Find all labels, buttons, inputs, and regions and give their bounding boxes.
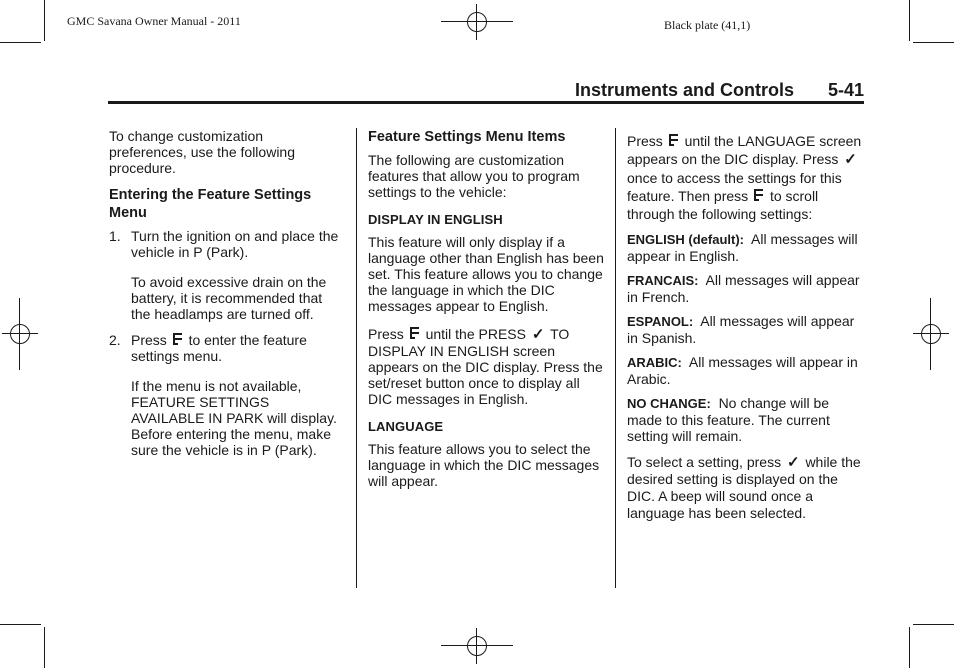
crop-mark: [19, 298, 20, 370]
step-text-pre: Press: [131, 332, 167, 348]
crop-mark: [930, 298, 931, 370]
paragraph: [627, 132, 863, 223]
text: Press: [368, 326, 404, 342]
document-title: GMC Savana Owner Manual - 2011: [67, 14, 241, 28]
checkmark-icon: ✓: [531, 326, 545, 343]
step-number: 2.: [109, 332, 121, 348]
text: to scroll through the following settings:: [627, 188, 819, 222]
option-term: ESPANOL:: [627, 314, 694, 329]
subheading: DISPLAY IN ENGLISH: [368, 212, 503, 227]
paragraph: This feature will only display if a language other than English has been set. This feature allows you to change the language in which the DIC messages appear to English.: [368, 234, 604, 314]
plate-label: Black plate (41,1): [664, 18, 751, 32]
paragraph: This feature allows you to select the language in which the DIC messages will appear.: [368, 441, 600, 489]
subheading: LANGUAGE: [368, 419, 444, 434]
crop-mark: [913, 624, 954, 625]
text: until the LANGUAGE screen appears on the DIC display. Press: [627, 133, 862, 167]
text: while the desired setting is displayed on the DIC. A beep will sound once a language has been selected.: [627, 454, 861, 521]
option-term: NO CHANGE:: [627, 396, 711, 411]
text: Press: [627, 133, 663, 149]
crop-mark: [0, 42, 41, 43]
step-note: If the menu is not available, FEATURE SETTINGS AVAILABLE IN PARK will display. Before entering the menu, make sure the vehicle is in P (Park).: [131, 378, 337, 458]
column-divider: [615, 128, 616, 588]
step-text: [131, 332, 343, 364]
option-text: No change will be made to this feature. The current setting will remain.: [627, 395, 830, 444]
crop-mark: [44, 0, 45, 41]
step-text: Turn the ignition on and place the vehicle in P (Park).: [131, 228, 339, 260]
column-middle: [368, 128, 604, 497]
registration-crosshair-icon: [913, 316, 949, 352]
option-text: All messages will appear in French.: [627, 272, 860, 305]
step-note: To avoid excessive drain on the battery, it is recommended that the headlamps are turned off.: [131, 274, 327, 322]
intro-paragraph: The following are customization features that allow you to program settings to the vehicle:: [368, 152, 580, 200]
option-term: ENGLISH (default):: [627, 232, 744, 247]
page-title-row: [108, 80, 864, 102]
paragraph: [368, 326, 604, 407]
checkmark-icon: ✓: [786, 454, 800, 471]
step-item: [109, 332, 343, 458]
option-item: [627, 272, 863, 305]
column-left: [109, 128, 343, 466]
section-heading: Entering the Feature Settings Menu: [109, 187, 312, 221]
column-right: [627, 128, 863, 530]
step-text-post: to enter the feature settings menu.: [131, 332, 307, 364]
text: once to access the settings for this feature. Then press: [627, 170, 842, 204]
text: TO DISPLAY IN ENGLISH screen appears on the DIC display. Press the set/reset button once to display all DIC messages in English.: [368, 326, 603, 407]
registration-crosshair-icon: [459, 628, 495, 664]
section-title: Instruments and Controls: [574, 80, 794, 100]
column-divider: [356, 128, 357, 588]
option-text: All messages will appear in Arabic.: [627, 354, 858, 387]
step-number: 1.: [109, 228, 121, 244]
option-item: [627, 313, 863, 346]
crop-mark: [913, 42, 954, 43]
crop-mark: [909, 627, 910, 668]
registration-crosshair-icon: [2, 316, 38, 352]
option-text: All messages will appear in English.: [627, 231, 858, 264]
section-heading: Feature Settings Menu Items: [368, 129, 566, 145]
option-term: FRANCAIS:: [627, 273, 699, 288]
paragraph: [627, 454, 863, 522]
registration-crosshair-icon: [459, 4, 495, 40]
option-item: [627, 354, 863, 387]
menu-button-icon: [754, 189, 763, 202]
text: until the PRESS: [425, 326, 526, 342]
page-number: 5-41: [827, 80, 864, 100]
option-text: All messages will appear in Spanish.: [627, 313, 855, 346]
text: To select a setting, press: [627, 454, 782, 470]
option-item: [627, 231, 863, 264]
crop-mark: [0, 624, 41, 625]
step-item: [109, 228, 343, 322]
intro-paragraph: To change customization preferences, use the following procedure.: [109, 128, 295, 176]
checkmark-icon: ✓: [844, 151, 857, 168]
menu-button-icon: [410, 327, 419, 340]
crop-mark: [441, 645, 513, 646]
crop-mark: [909, 0, 910, 41]
crop-mark: [44, 627, 45, 668]
menu-button-icon: [173, 333, 182, 346]
title-rule: [108, 101, 864, 104]
option-term: ARABIC:: [627, 355, 682, 370]
crop-mark: [441, 21, 513, 22]
option-item: [627, 395, 863, 444]
menu-button-icon: [669, 134, 678, 147]
